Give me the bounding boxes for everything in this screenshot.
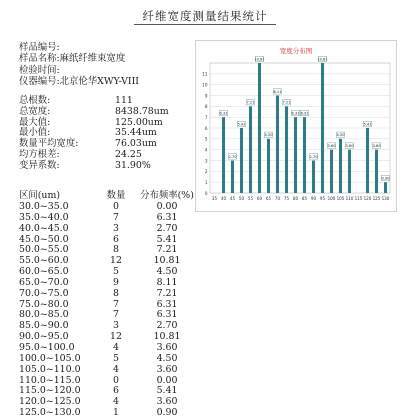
cell-frequency: 6.31 xyxy=(156,211,178,223)
x-tick-label: 100 xyxy=(327,196,336,201)
cell-count: 4 xyxy=(113,363,119,375)
cell-frequency: 7.21 xyxy=(156,287,178,299)
x-tick-label: 120 xyxy=(363,196,372,201)
bar xyxy=(339,139,342,193)
data-label: 5.41 xyxy=(363,122,372,127)
distribution-table xyxy=(19,190,195,419)
x-tick-label: 45 xyxy=(229,196,236,201)
y-tick-label: 8 xyxy=(204,104,208,110)
stat-total-width xyxy=(19,107,169,118)
cell-frequency: 0.00 xyxy=(156,201,178,212)
x-tick-label: 125 xyxy=(372,196,381,201)
chart-svg xyxy=(196,41,396,211)
y-tick-label: 9 xyxy=(204,93,208,99)
cell-frequency: 0.90 xyxy=(156,407,178,419)
cell-interval: 40.0~45.0 xyxy=(19,222,69,234)
y-tick-label: 11 xyxy=(202,71,208,77)
y-tick-label: 1 xyxy=(204,179,208,185)
x-tick-label: 80 xyxy=(292,196,299,201)
cell-frequency: 5.41 xyxy=(156,385,178,397)
x-tick-label: 90 xyxy=(310,196,317,201)
bar xyxy=(321,63,324,193)
stat-value: 125.00um xyxy=(115,116,163,128)
y-tick-label: 2 xyxy=(204,169,208,175)
cell-count: 12 xyxy=(110,255,122,267)
cell-interval: 85.0~90.0 xyxy=(19,320,69,332)
data-label: 2.70 xyxy=(309,154,318,159)
cell-count: 4 xyxy=(113,396,119,408)
y-tick-label: 3 xyxy=(204,158,208,164)
cell-frequency: 8.11 xyxy=(156,276,178,288)
cell-count: 3 xyxy=(113,222,119,234)
sample-info xyxy=(19,42,139,87)
cell-frequency: 0.00 xyxy=(156,374,178,386)
cell-frequency: 3.60 xyxy=(156,396,178,408)
x-tick-label: 35 xyxy=(211,196,218,201)
table-row xyxy=(19,289,195,300)
stat-value: 76.03um xyxy=(115,138,157,150)
data-label: 3.60 xyxy=(327,144,336,149)
stat-label: 总根数: xyxy=(19,95,51,106)
stat-label: 数量平均宽度: xyxy=(19,138,79,150)
cell-frequency: 10.81 xyxy=(153,331,181,343)
cell-frequency: 3.60 xyxy=(156,363,178,375)
cell-count: 6 xyxy=(113,233,119,245)
header-frequency: 分布频率(%) xyxy=(140,190,194,201)
data-label: 7.21 xyxy=(282,100,291,105)
cell-frequency: 5.41 xyxy=(156,233,178,245)
info-row-test-time xyxy=(19,65,139,76)
bar xyxy=(249,106,252,193)
x-tick-label: 75 xyxy=(283,196,290,201)
x-tick-label: 95 xyxy=(319,196,326,201)
cell-count: 0 xyxy=(113,374,119,386)
cell-interval: 100.0~105.0 xyxy=(19,352,81,364)
bar xyxy=(285,106,288,193)
info-label: 检验时间: xyxy=(19,64,60,76)
bar xyxy=(294,117,297,193)
data-label: 7.21 xyxy=(246,100,255,105)
y-tick-label: 7 xyxy=(204,114,208,120)
cell-interval: 60.0~65.0 xyxy=(19,266,69,278)
bar xyxy=(222,117,225,193)
table-row xyxy=(19,365,195,376)
x-tick-label: 115 xyxy=(354,196,363,201)
cell-frequency: 3.60 xyxy=(156,341,178,353)
x-tick-label: 130 xyxy=(381,196,390,201)
header-interval: 区间(um) xyxy=(19,190,60,201)
data-label: 4.50 xyxy=(264,133,273,138)
cell-interval: 75.0~80.0 xyxy=(19,298,69,310)
bar xyxy=(330,150,333,193)
cell-frequency: 4.50 xyxy=(156,352,178,364)
y-tick-label: 5 xyxy=(204,136,208,142)
stat-cv xyxy=(19,161,169,172)
bar xyxy=(276,96,279,194)
cell-interval: 35.0~40.0 xyxy=(19,211,69,223)
data-label: 10.81 xyxy=(317,57,328,62)
x-tick-label: 40 xyxy=(220,196,227,201)
data-label: 5.41 xyxy=(237,122,246,127)
cell-interval: 105.0~110.0 xyxy=(19,363,81,375)
stat-value: 31.90% xyxy=(115,159,151,171)
cell-count: 5 xyxy=(113,352,119,364)
cell-count: 4 xyxy=(113,341,119,353)
stat-label: 总宽度: xyxy=(19,105,51,117)
stat-label: 最小值: xyxy=(19,127,51,139)
x-tick-label: 60 xyxy=(256,196,263,201)
stat-value: 8438.78um xyxy=(115,105,169,117)
summary-stats xyxy=(19,96,169,172)
info-row-instrument xyxy=(19,76,139,87)
bar xyxy=(303,117,306,193)
cell-count: 7 xyxy=(113,309,119,321)
cell-interval: 125.0~130.0 xyxy=(19,407,81,419)
data-label: 8.11 xyxy=(273,89,282,94)
x-tick-label: 85 xyxy=(301,196,308,201)
x-tick-label: 65 xyxy=(265,196,272,201)
chart-title: 宽度分布图 xyxy=(279,47,313,55)
cell-frequency: 7.21 xyxy=(156,244,178,256)
info-label: 仪器编号: xyxy=(19,75,60,87)
cell-count: 0 xyxy=(113,201,119,212)
stat-value: 35.44um xyxy=(115,127,157,139)
table-body xyxy=(19,202,195,419)
info-label: 样品名称: xyxy=(19,53,60,65)
data-label: 2.70 xyxy=(228,154,237,159)
bar xyxy=(384,182,387,193)
cell-count: 8 xyxy=(113,244,119,256)
cell-frequency: 6.31 xyxy=(156,298,178,310)
stat-label: 均方根差: xyxy=(19,148,60,160)
bar xyxy=(231,161,234,194)
cell-interval: 95.0~100.0 xyxy=(19,341,75,353)
cell-interval: 65.0~70.0 xyxy=(19,276,69,288)
cell-interval: 45.0~50.0 xyxy=(19,233,69,245)
data-label: 10.81 xyxy=(254,57,265,62)
data-label: 3.60 xyxy=(372,144,381,149)
cell-count: 6 xyxy=(113,385,119,397)
cell-interval: 50.0~55.0 xyxy=(19,244,69,256)
cell-interval: 120.0~125.0 xyxy=(19,396,81,408)
x-tick-label: 110 xyxy=(345,196,354,201)
x-tick-label: 55 xyxy=(247,196,254,201)
bar xyxy=(240,128,243,193)
cell-frequency: 2.70 xyxy=(156,320,178,332)
stat-label: 变异系数: xyxy=(19,159,60,171)
data-label: 3.60 xyxy=(345,144,354,149)
stat-label: 最大值: xyxy=(19,116,51,128)
cell-interval: 90.0~95.0 xyxy=(19,331,69,343)
bar xyxy=(312,161,315,194)
cell-count: 3 xyxy=(113,320,119,332)
data-label: 6.31 xyxy=(300,111,309,116)
x-tick-label: 70 xyxy=(274,196,281,201)
data-label: 4.50 xyxy=(336,133,345,138)
bar xyxy=(366,128,369,193)
cell-frequency: 6.31 xyxy=(156,309,178,321)
title-underline xyxy=(134,24,276,25)
y-tick-label: 0 xyxy=(204,190,208,196)
stat-value: 111 xyxy=(115,95,133,106)
cell-interval: 115.0~120.0 xyxy=(19,385,81,397)
cell-frequency: 10.81 xyxy=(153,255,181,267)
info-value: 麻纸纤维束宽度 xyxy=(59,53,126,65)
x-tick-label: 105 xyxy=(336,196,345,201)
cell-frequency: 4.50 xyxy=(156,266,178,278)
report-title: 纤维宽度测量结果统计 xyxy=(142,9,268,23)
cell-interval: 110.0~115.0 xyxy=(19,374,81,386)
bar xyxy=(375,150,378,193)
width-distribution-chart xyxy=(195,40,397,212)
header-count: 数量 xyxy=(106,190,126,201)
bar xyxy=(267,139,270,193)
cell-count: 5 xyxy=(113,266,119,278)
cell-interval: 30.0~35.0 xyxy=(19,201,69,212)
cell-interval: 55.0~60.0 xyxy=(19,255,69,267)
cell-interval: 70.0~75.0 xyxy=(19,287,69,299)
cell-count: 8 xyxy=(113,287,119,299)
cell-count: 7 xyxy=(113,298,119,310)
stat-value: 24.25 xyxy=(115,148,142,160)
info-label: 样品编号: xyxy=(19,42,60,53)
data-label: 6.31 xyxy=(291,111,300,116)
table-row xyxy=(19,408,195,419)
data-label: 6.31 xyxy=(219,111,228,116)
cell-frequency: 2.70 xyxy=(156,222,178,234)
y-tick-label: 10 xyxy=(202,82,208,88)
y-tick-label: 6 xyxy=(204,125,208,131)
cell-count: 7 xyxy=(113,211,119,223)
table-row xyxy=(19,224,195,235)
cell-count: 9 xyxy=(113,276,119,288)
data-label: 0.90 xyxy=(381,176,390,181)
bar xyxy=(258,63,261,193)
info-value: 北京伦华XWY-VIII xyxy=(59,75,140,87)
cell-count: 1 xyxy=(113,407,119,419)
y-tick-label: 4 xyxy=(204,147,208,153)
cell-interval: 80.0~85.0 xyxy=(19,309,69,321)
info-row-sample-id xyxy=(19,42,139,53)
x-tick-label: 50 xyxy=(238,196,245,201)
bar xyxy=(348,150,351,193)
cell-count: 12 xyxy=(110,331,122,343)
info-row-sample-name xyxy=(19,53,139,64)
